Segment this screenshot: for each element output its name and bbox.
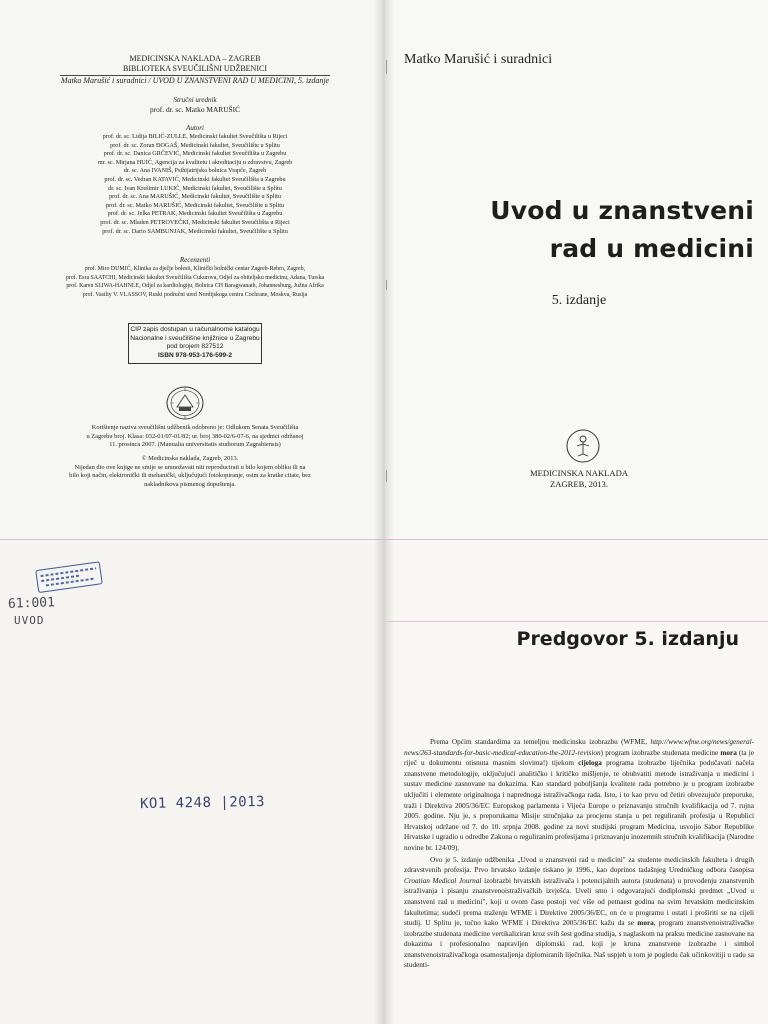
author-line: prof. dr. sc. Lidija BILIĆ-ZULLE, Medicinski fakultet Sveučilišta u Rijeci — [102, 133, 288, 140]
publisher-line: MEDICINSKA NAKLADA – ZAGREB — [129, 54, 261, 63]
book-title — [404, 192, 754, 268]
series-line: BIBLIOTEKA SVEUČILIŠNI UDŽBENICI — [123, 64, 267, 73]
editor-label: Stručni urednik — [173, 96, 217, 104]
inventory-number-handwriting: KO1 4248 |2013 — [139, 793, 266, 813]
publisher-imprint — [404, 468, 754, 490]
isbn: ISBN 978-953-176-599-2 — [157, 351, 233, 359]
approval-line: Korištenje naziva sveučilišni udžbenik odobreno je: Odlukom Senata Sveučilišta — [91, 424, 299, 431]
library-stamp-icon — [35, 560, 105, 594]
author-line: prof. dr. sc. Mladen PETROVEČKI, Medicinski fakultet Sveučilišta u Rijeci — [100, 218, 290, 226]
author-line: prof. dr. sc. Zoran ĐOGAŠ, Medicinski fakultet, Sveučilište u Splitu — [110, 141, 280, 149]
emphasis-must: mora — [720, 748, 737, 757]
reviewers-block — [40, 256, 350, 299]
text-run: izobrazbi hrvatskih istraživača i potencijalnih autora (studenata) u provođenju znanstvenih istraživanja i pisanju znanstvenoistraživačkih izvješća. Uveli smo i odgovarajući dodiplomski predmet „Uvod u znanstveni rad u medicini", koji u ovom času postoji već više od petnaest godina na svim hrvatskim medicinskim fakultetima; sudeći prema traženju WFME i Direktive 2005/36/EC, on će u programu i ostati i proširiti se na cijeli studij. U Splitu je, točno kako WFME i Direktiva 2005/36/EC kažu da se — [404, 876, 754, 928]
gutter-mark — [386, 470, 387, 482]
author-line: prof. dr. sc. Jelka PETRAK, Medicinski fakultet Sveučilišta u Zagrebu — [107, 210, 283, 218]
author-line: prof. dr. sc. Dario SAMBUNJAK, Medicinski fakultet, Sveučilište u Splitu — [102, 227, 288, 235]
preface-paragraph — [404, 855, 754, 972]
text-run: Prema Općim standardima za temeljnu medicinsku izobrazbu (WFME, — [430, 738, 651, 746]
copyright-line: bilo koji način, elektronički ili mehanički, uključujući fotokopiranje, osim za kratke citate, bez — [69, 472, 311, 480]
author-line: mr. sc. Mirjana HUIĆ, Agencija za kvalitetu i akreditaciju u zdravstvu, Zagreb — [97, 158, 293, 166]
university-seal-icon — [165, 385, 205, 421]
text-run: , program znanstvenoistraživačke izobrazbe studenata medicine vertikaliziran kroz svih šest godina studija, s naglaskom na praksu medicine zasnovane na dokazima i profesionalno napravljen diplomski rad, koji je kruna znanstvene izobrazbe i simbol znanstvenoistraživačkoga osamostaljenja diplomiranih liječnika. Naš uspjeh u tom je pogledu čak učinkovitiji u radu sa studenti- — [404, 919, 755, 970]
copyright-line: Nijedan dio ove knjige ne smije se umnožavati niti reproducirati u bilo kojem obliku ili na — [74, 463, 306, 471]
publisher-logo-icon — [565, 428, 601, 464]
reviewer-line: prof. Karen SLIWA-HAHNLE, Odjel za kardiologiju, Bolnica CH Baragwanath, Johannesburg, Južna Afrika — [66, 283, 324, 290]
text-run: Ovo je 5. izdanje udžbenika „Uvod u znanstveni rad u medicini" za studente medicinskih fakulteta i drugih zdravstvenih profesija. Prvo hrvatsko izdanje tiskano je 1996., kao doprinos tadašnjeg Uredničkog odbora časopisa — [404, 855, 754, 875]
editor-block — [40, 96, 350, 115]
preface-title: Predgovor 5. izdanju — [516, 628, 739, 650]
preface-paragraph — [404, 737, 754, 854]
reviewers-label: Recenzenti — [179, 256, 211, 264]
journal-name: Croatian Medical Journal — [404, 876, 482, 885]
emphasis-whole: cijeloga — [578, 759, 602, 768]
text-run: (ta je riječ u dokumentu otisnuta masnim slovima!) tijekom — [404, 748, 754, 768]
shelf-mark-handwriting: UVOD — [14, 614, 45, 627]
author-line: prof. dr. sc. Danica GRČEVIĆ, Medicinski fakultet Sveučilišta u Zagrebu — [103, 150, 287, 158]
approval-line: u Zagrebu broj. Klasa: 032-01/07-01/82; ur. broj 380-02/6-07-6, na sjednici održanoj — [86, 432, 304, 440]
publisher-name: MEDICINSKA NAKLADA — [529, 468, 629, 478]
gutter-mark — [386, 60, 387, 74]
cip-line: CIP zapis dostupan u računalnome katalogu — [130, 326, 260, 333]
running-title: Matko Marušić i suradnici / UVOD U ZNANSTVENI RAD U MEDICINI, 5. izdanje — [60, 76, 330, 85]
copyright-line: © Medicinska naklada, Zagreb, 2013. — [141, 455, 239, 462]
verso-page — [0, 0, 384, 540]
text-run: programa izobrazbe liječnika podučavati načela znanstvene metodologije, uključujući analitičko i kritičko mišljenje, te obuhvatiti metode istraživanja u medicini i sustav medicine zasnovane na dokazima. Kao standard poboljšanja kvalitete rada potrebno je u program izobrazbe uključiti i elemente originalnoga i naprednoga istraživačkoga rada. Isto, i to kao prvu od četiri obvezujuće preporuke, traži i Direktiva 2005/36/EC Europskog parlamenta i Vijeća Europe o priznavanju stručnih kvalifikacija od 7. rujna 2005. godine. Nju je, s preporukama Misije stručnjaka za procjenu stanja u pet reguliranih profesija u Republici Hrvatskoj održane od 7. do 10. srpnja 2008. godine za novi studijski program Medicina, usvojio Sabor Republike Hrvatske i ugradio u odredbe Zakona o reguliranim profesijama i priznavanju inozemnih stručnih kvalifikacija (Narodne novine br. 124/09). — [404, 759, 754, 852]
library-page — [0, 540, 384, 1024]
approval-line: 11. prosinca 2007. (Manualia universitatis studiorum Zagrabiensis) — [109, 441, 281, 449]
call-number-handwriting: 61:001 — [7, 595, 56, 612]
gutter-mark — [386, 280, 387, 290]
copyright-notice — [30, 455, 350, 489]
copyright-line: nakladnikova pismenog dopuštenja. — [144, 480, 236, 488]
edition-label: 5. izdanje — [551, 293, 607, 308]
reviewer-line: prof. Vasiliy V. VLASSOV, Ruski područni ured Nordijskoga centra Cochrane, Moskva, Rusija — [82, 291, 308, 298]
author-line: dr. sc. Ivan Krešimir LUKIĆ, Medicinski fakultet, Sveučilište u Splitu — [108, 184, 282, 192]
book-author: Matko Marušić i suradnici — [404, 52, 553, 67]
authors-label: Autori — [186, 124, 204, 132]
cip-line: pod brojem 827512 — [166, 343, 224, 351]
author-line: prof. dr. sc. Matko MARUŠIĆ, Medicinski fakultet, Sveučilište u Splitu — [105, 201, 285, 209]
author-line: prof. dr. sc. Ana MARUŠIĆ, Medicinski fakultet, Sveučilište u Splitu — [109, 193, 281, 201]
preface-body — [404, 737, 754, 971]
emphasis-must: mora — [637, 919, 654, 928]
fold-shadow — [384, 540, 394, 1024]
authors-block — [40, 124, 350, 236]
title-line: rad u medicini — [549, 234, 754, 263]
fold-shadow — [384, 0, 394, 540]
spread-divider-vertical — [383, 0, 385, 1024]
page-edge-line — [384, 621, 768, 622]
cip-box — [128, 323, 262, 364]
author-line: dr. sc. Ana IVANIŠ, Psihijatrijska bolnica Vrapče, Zagreb — [123, 167, 267, 175]
text-run: ) program izobrazbe studenata medicine — [600, 748, 721, 757]
series-header — [40, 54, 350, 86]
standards-url: http://www.wfme.org/news/general-news/263-standards-for-basic-medical-education-the-2012-revision — [404, 738, 754, 757]
publisher-place-year: ZAGREB, 2013. — [549, 479, 608, 489]
reviewer-line: prof. Miro DUMIĆ, Klinika za dječje bolesti, Klinički bolnički centar Zagreb-Rebro, Zagreb, — [84, 266, 306, 272]
reviewer-line: prof. Esra SAATCHI, Medicinski fakultet Sveučilišta Cukurova, Odjel za obiteljsku medicinu, Adana, Turska — [65, 274, 325, 281]
author-line: prof. dr. sc. Vedran KATAVIĆ, Medicinski fakultet Sveučilišta u Zagrebu — [104, 175, 286, 183]
title-line: Uvod u znanstveni — [490, 196, 754, 225]
cip-line: Nacionalne i sveučilišne knjižnice u Zagrebu — [130, 334, 260, 342]
approval-notice — [40, 424, 350, 450]
editor-name: prof. dr. sc. Matko MARUŠIĆ — [149, 105, 241, 114]
spread-divider-horizontal — [0, 539, 768, 540]
